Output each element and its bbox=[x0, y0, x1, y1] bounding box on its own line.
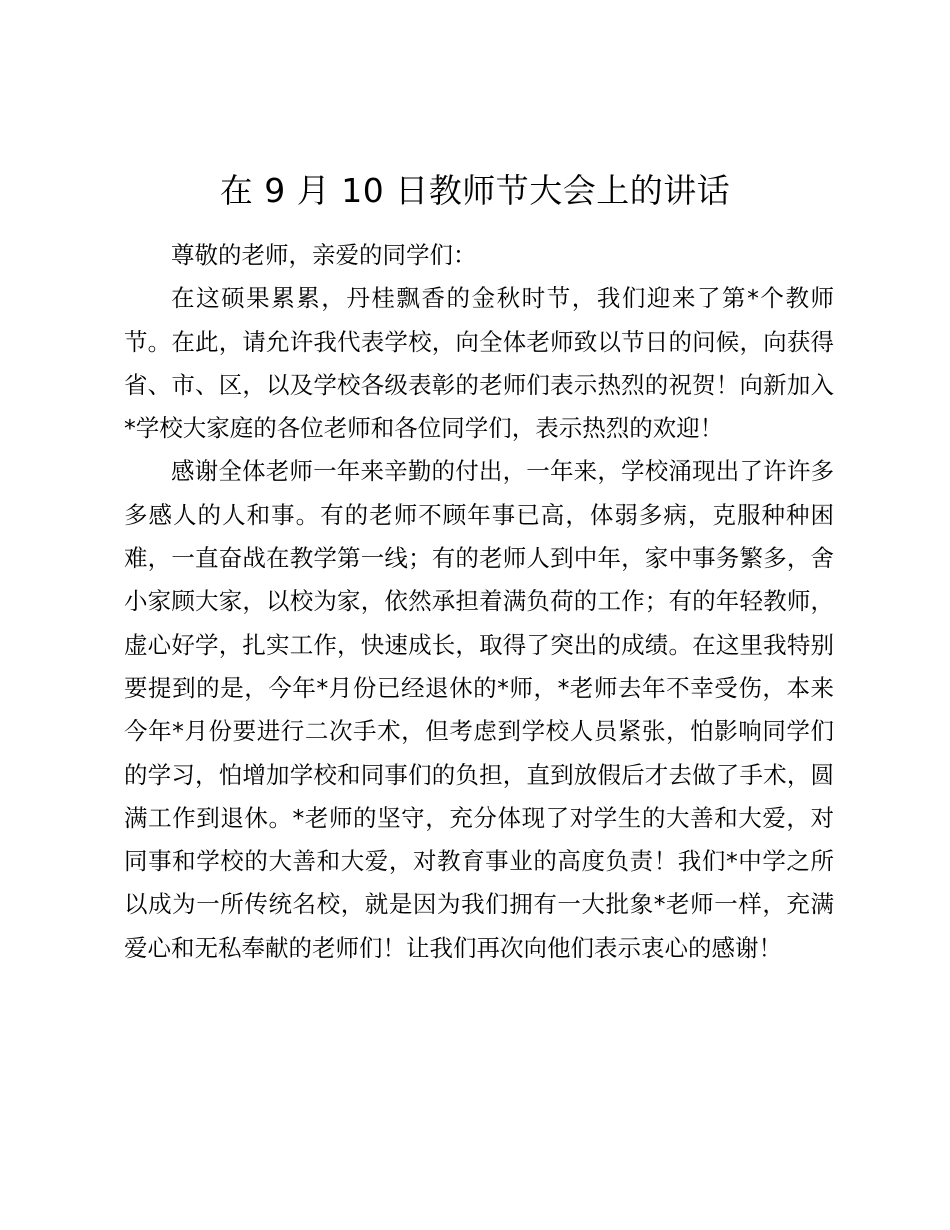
paragraph-1: 在这硕果累累，丹桂飘香的金秋时节，我们迎来了第*个教师节。在此，请允许我代表学校，向全体老师致以节日的问候，向获得省、市、区，以及学校各级表彰的老师们表示热烈的祝贺！向新加入*学校大家庭的各位老师和各位同学们，表示热烈的欢迎！ bbox=[124, 284, 834, 443]
document-title: 在 9 月 10 日教师节大会上的讲话 bbox=[219, 171, 731, 210]
paragraph-2: 感谢全体老师一年来辛勤的付出，一年来，学校涌现出了许许多多感人的人和事。有的老师不顾年事已高，体弱多病，克服种种困难，一直奋战在教学第一线；有的老师人到中年，家中事务繁多，舍小家顾大家，以校为家，依然承担着满负荷的工作；有的年轻教师，虚心好学，扎实工作，快速成长，取得了突出的成绩。在这里我特别要提到的是，今年*月份已经退休的*师，*老师去年不幸受伤，本来今年*月份要进行二次手术，但考虑到学校人员紧张，怕影响同学们的学习，怕增加学校和同事们的负担，直到放假后才去做了手术，圆满工作到退休。*老师的坚守，充分体现了对学生的大善和大爱，对同事和学校的大善和大爱，对教育事业的高度负责！我们*中学之所以成为一所传统名校，就是因为我们拥有一大批象*老师一样，充满爱心和无私奉献的老师们！让我们再次向他们表示衷心的感谢！ bbox=[124, 457, 834, 962]
document-body bbox=[124, 234, 834, 970]
salutation: 尊敬的老师，亲爱的同学们： bbox=[171, 241, 477, 269]
